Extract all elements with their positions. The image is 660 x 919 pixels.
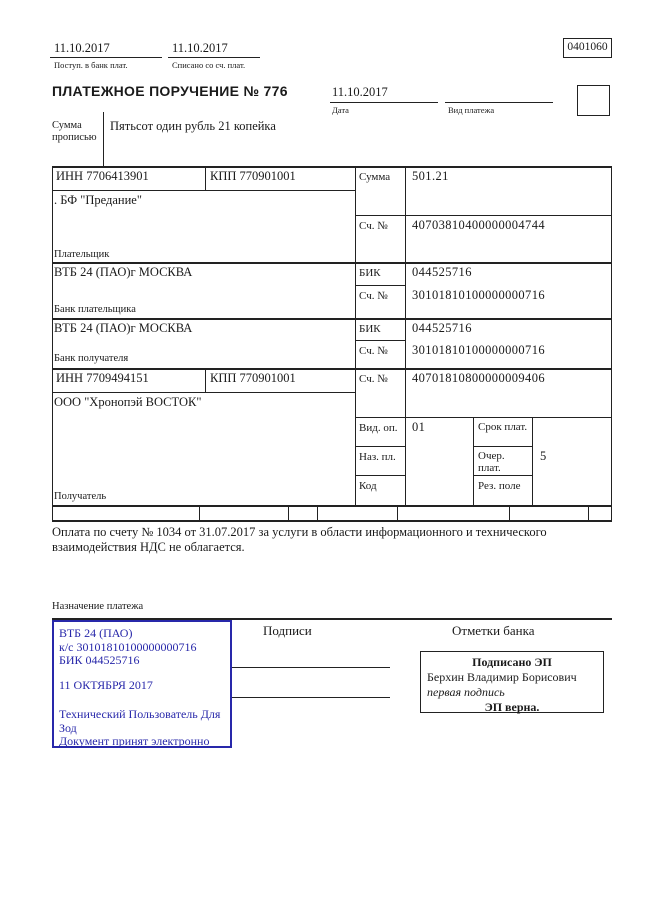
payer-bank-section-border <box>52 318 612 320</box>
payment-purpose-label: Назначение платежа <box>52 601 144 612</box>
op-type-label: Вид. оп. <box>359 422 398 434</box>
payee-name: ООО "Хронопэй ВОСТОК" <box>54 395 202 409</box>
purpose-code-label: Наз. пл. <box>359 451 396 463</box>
esign-title: Подписано ЭП <box>472 655 552 669</box>
payer-bank-account: 30101810100000000716 <box>412 288 545 302</box>
signature-line-1 <box>232 667 390 668</box>
op-type-value: 01 <box>412 420 426 434</box>
amount-words-value: Пятьсот один рубль 21 копейка <box>110 119 276 133</box>
bank-stamp-tech-line3: Документ принят электронно <box>59 734 210 748</box>
esign-stamp <box>420 651 604 713</box>
value-column-divider <box>405 166 406 505</box>
payee-account: 40701810800000009406 <box>412 371 545 385</box>
purpose-code-row-border <box>355 475 405 476</box>
payer-section-border <box>52 262 612 264</box>
tax-field-divider-2 <box>288 505 289 520</box>
payee-bank-bik: 044525716 <box>412 321 472 335</box>
payer-account: 40703810400000004744 <box>412 218 545 232</box>
payee-account-label: Сч. № <box>359 373 388 385</box>
payer-bank-bik-label: БИК <box>359 267 381 279</box>
payer-bank-section-label: Банк плательщика <box>54 304 136 315</box>
tax-fields-row-border <box>52 520 612 522</box>
debited-date-label: Списано со сч. плат. <box>172 60 246 70</box>
amount-words-label: Сумма прописью <box>52 120 97 143</box>
payer-inn: ИНН 7706413901 <box>56 169 149 183</box>
reserve-field-label: Рез. поле <box>478 480 521 492</box>
sum-label: Сумма <box>359 171 391 183</box>
bank-stamp <box>52 620 232 748</box>
priority-row-border <box>473 475 532 476</box>
date-label: Дата <box>332 105 349 115</box>
bank-stamp-tech-line2: Зод <box>59 720 77 735</box>
amount-words-divider <box>103 112 104 166</box>
payee-section-label: Получатель <box>54 491 107 502</box>
payee-bank-account-label: Сч. № <box>359 345 388 357</box>
payee-kpp: КПП 770901001 <box>210 371 296 385</box>
payee-inn: ИНН 7709494151 <box>56 371 149 385</box>
payer-account-label: Сч. № <box>359 220 388 232</box>
date-underline <box>330 102 438 103</box>
payer-section-label: Плательщик <box>54 249 110 260</box>
term-row-border <box>473 446 532 447</box>
priority-value: 5 <box>540 449 547 463</box>
signature-line-2 <box>232 697 390 698</box>
label-column-divider <box>355 166 356 505</box>
bank-stamp-corr-account: к/с 30101810100000000716 <box>59 639 197 654</box>
payment-type-label: Вид платежа <box>448 105 495 115</box>
tax-field-divider-3 <box>317 505 318 520</box>
table-left-border <box>52 166 53 520</box>
form-code-box <box>563 38 612 58</box>
payer-kpp-divider <box>205 166 206 190</box>
debited-date-underline <box>168 57 260 58</box>
payer-bank-bik: 044525716 <box>412 265 472 279</box>
bank-marks-header: Отметки банка <box>452 623 535 638</box>
tax-field-divider-1 <box>199 505 200 520</box>
payee-bank-account: 30101810100000000716 <box>412 343 545 357</box>
payer-bank-name: ВТБ 24 (ПАО)г МОСКВА <box>54 265 193 279</box>
received-date-label: Поступ. в банк плат. <box>54 60 128 70</box>
tax-field-divider-4 <box>397 505 398 520</box>
received-date: 11.10.2017 <box>54 41 110 55</box>
bank-stamp-tech-line1: Технический Пользователь Для <box>59 707 221 721</box>
op-table-top-border <box>355 417 612 418</box>
bank-stamp-date: 11 ОКТЯБРЯ 2017 <box>59 677 153 692</box>
esign-verified: ЭП верна. <box>484 700 540 714</box>
bank-stamp-bik: БИК 044525716 <box>59 653 140 667</box>
received-date-underline <box>50 57 162 58</box>
payee-bank-bik-border <box>355 340 405 341</box>
payment-type-underline <box>445 102 553 103</box>
esign-signature-kind: первая подпись <box>427 685 505 699</box>
op-table-divider-1 <box>473 417 474 505</box>
sum-value: 501.21 <box>412 169 449 183</box>
code-label: Код <box>359 480 377 492</box>
payee-bank-section-label: Банк получателя <box>54 353 129 364</box>
payment-term-label: Срок плат. <box>478 421 528 433</box>
payer-kpp: КПП 770901001 <box>210 169 296 183</box>
priority-label: Очер. плат. <box>478 450 505 475</box>
form-code: 0401060 <box>567 41 608 53</box>
esign-signer-name: Берхин Владимир Борисович <box>427 670 577 684</box>
payee-bank-section-border <box>52 368 612 370</box>
bank-stamp-bank-name: ВТБ 24 (ПАО) <box>59 626 133 640</box>
op-type-row-border <box>355 446 405 447</box>
payee-bank-bik-label: БИК <box>359 323 381 335</box>
table-right-border <box>611 166 612 520</box>
payee-bank-name: ВТБ 24 (ПАО)г МОСКВА <box>54 321 193 335</box>
payer-inn-kpp-border <box>52 190 355 191</box>
op-table-divider-2 <box>532 417 533 505</box>
sum-row-border <box>355 215 612 216</box>
payee-inn-kpp-border <box>52 392 355 393</box>
debited-date: 11.10.2017 <box>172 41 228 55</box>
table-top-border <box>52 166 612 168</box>
tax-field-divider-6 <box>588 505 589 520</box>
payer-name: . БФ "Предание" <box>54 193 142 207</box>
payer-bank-bik-border <box>355 285 405 286</box>
payer-bank-account-label: Сч. № <box>359 290 388 302</box>
tax-field-divider-5 <box>509 505 510 520</box>
signatures-header: Подписи <box>263 623 312 638</box>
payment-purpose-text: Оплата по счету № 1034 от 31.07.2017 за услуги в области информационного и технического взаимодействия НДС не облагается. <box>52 525 547 554</box>
document-title: ПЛАТЕЖНОЕ ПОРУЧЕНИЕ № 776 <box>52 83 288 99</box>
document-date: 11.10.2017 <box>332 85 388 99</box>
payment-type-box <box>577 85 610 116</box>
payee-section-border <box>52 505 612 507</box>
payee-kpp-divider <box>205 368 206 392</box>
